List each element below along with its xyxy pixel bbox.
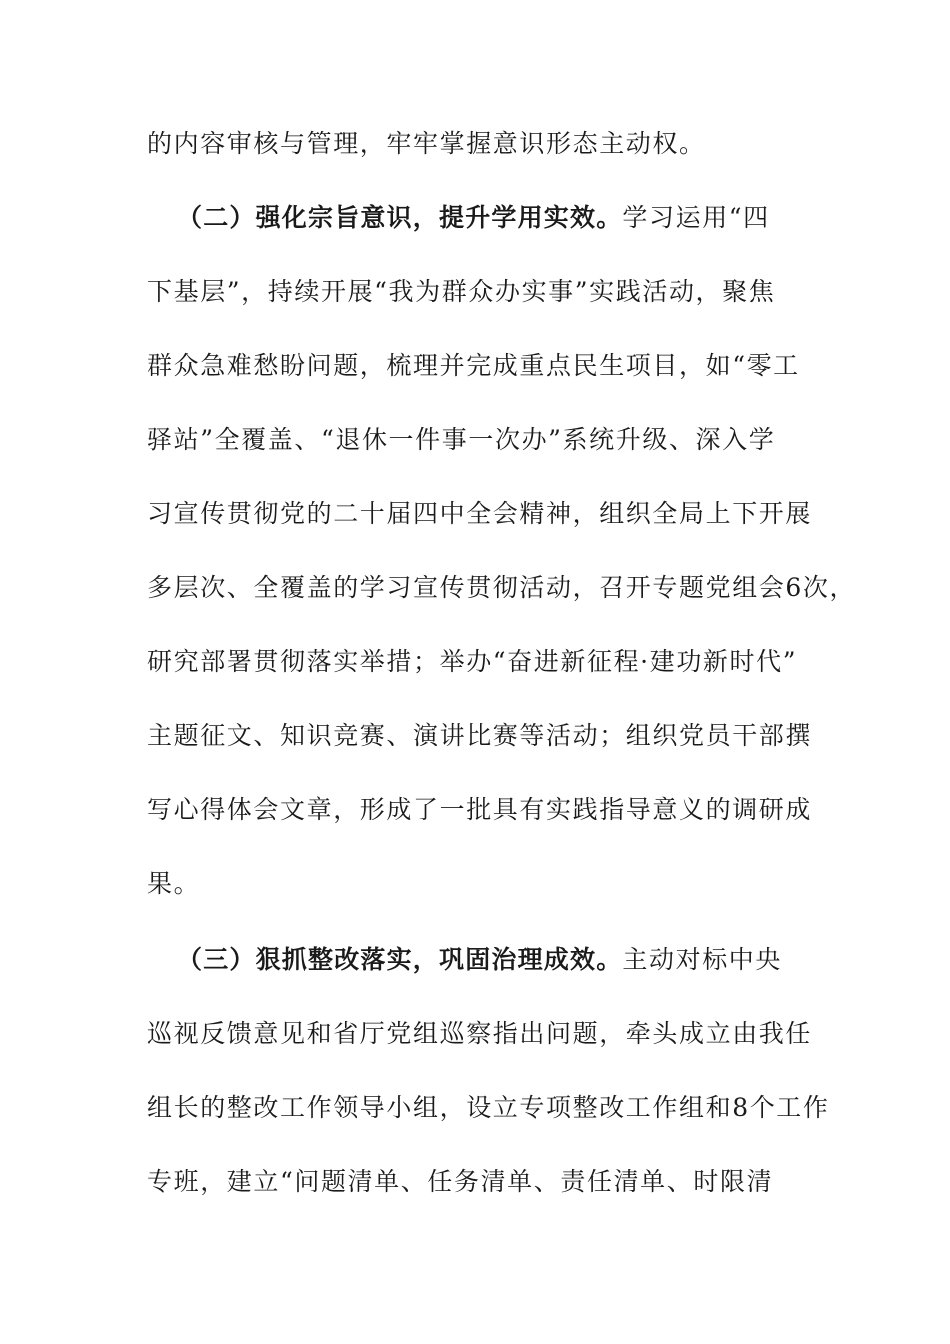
paragraph-line: 驿站”全覆盖、“退休一件事一次办”系统升级、深入学 (147, 425, 776, 454)
paragraph-line: 习宣传贯彻党的二十届四中全会精神，组织全局上下开展 (147, 499, 813, 528)
paragraph-line: 专班，建立“问题清单、任务清单、责任清单、时限清 (147, 1167, 774, 1196)
section-2-heading: （二）强化宗旨意识，提升学用实效。 (177, 203, 623, 232)
paragraph-text: 学习运用“四 (622, 203, 770, 232)
paragraph-text: 主动对标中央 (622, 945, 783, 974)
paragraph-line: 的内容审核与管理，牢牢掌握意识形态主动权。 (147, 129, 706, 158)
section-3-heading: （三）狠抓整改落实，巩固治理成效。 (177, 945, 623, 974)
paragraph-line: 组长的整改工作领导小组，设立专项整改工作组和8个工作 (147, 1093, 830, 1122)
paragraph-line: 果。 (147, 869, 201, 898)
paragraph-line: 主题征文、知识竞赛、演讲比赛等活动；组织党员干部撰 (147, 721, 813, 750)
paragraph-line: 研究部署贯彻落实举措；举办“奋进新征程·建功新时代” (147, 647, 798, 676)
paragraph-line: 写心得体会文章，形成了一批具有实践指导意义的调研成 (147, 795, 813, 824)
paragraph-line: 下基层”，持续开展“我为群众办实事”实践活动，聚焦 (147, 277, 776, 306)
section-2-first-line (177, 198, 770, 238)
section-3-first-line (177, 940, 782, 980)
paragraph-line: 群众急难愁盼问题，梳理并完成重点民生项目，如“零工 (147, 351, 800, 380)
paragraph-line: 多层次、全覆盖的学习宣传贯彻活动，召开专题党组会6次， (147, 573, 857, 602)
paragraph-line: 巡视反馈意见和省厅党组巡察指出问题，牵头成立由我任 (147, 1019, 813, 1048)
